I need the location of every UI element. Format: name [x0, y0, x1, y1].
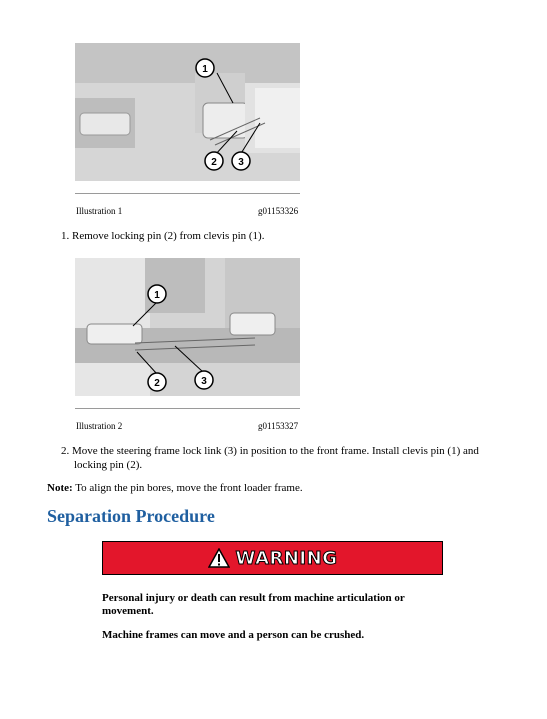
- illustration-1-photo: [75, 43, 300, 181]
- note-text: To align the pin bores, move the front loader frame.: [72, 482, 303, 494]
- illustration-2-callout-2: 2: [154, 378, 160, 389]
- illustration-2-rule: [75, 408, 300, 409]
- illustration-2-code: g01153327: [258, 421, 299, 431]
- illustration-1-drawing: [75, 43, 300, 181]
- step-2-line-1: 2. Move the steering frame lock link (3) in position to the front frame. Install clevis pin (1) and: [61, 445, 479, 457]
- step-1-text: 1. Remove locking pin (2) from clevis pin (1).: [61, 230, 265, 242]
- illustration-1-caption: Illustration 1: [76, 206, 123, 216]
- illustration-1-callout-2: 2: [211, 157, 217, 168]
- illustration-2-caption: Illustration 2: [76, 421, 123, 431]
- warning-line-1: Personal injury or death can result from machine articulation or: [102, 592, 405, 604]
- illustration-1-code: g01153326: [258, 206, 299, 216]
- section-title: Separation Procedure: [47, 506, 215, 526]
- illustration-2-callout-1: 1: [154, 290, 160, 301]
- illustration-1-callout-1: 1: [202, 64, 208, 75]
- warning-banner: [102, 541, 443, 575]
- warning-triangle-icon: [208, 548, 230, 568]
- illustration-2-drawing: [75, 258, 300, 396]
- warning-line-2: movement.: [102, 605, 154, 617]
- note-label: Note:: [47, 482, 73, 494]
- illustration-2-callout-3: 3: [201, 376, 207, 387]
- illustration-2-photo: [75, 258, 300, 396]
- note-paragraph: [47, 481, 303, 495]
- illustration-1-rule: [75, 193, 300, 194]
- illustration-1-callout-3: 3: [238, 157, 244, 168]
- warning-label: WARNING: [235, 547, 338, 569]
- warning-line-3: Machine frames can move and a person can be crushed.: [102, 629, 365, 641]
- step-2-line-2: locking pin (2).: [74, 459, 143, 471]
